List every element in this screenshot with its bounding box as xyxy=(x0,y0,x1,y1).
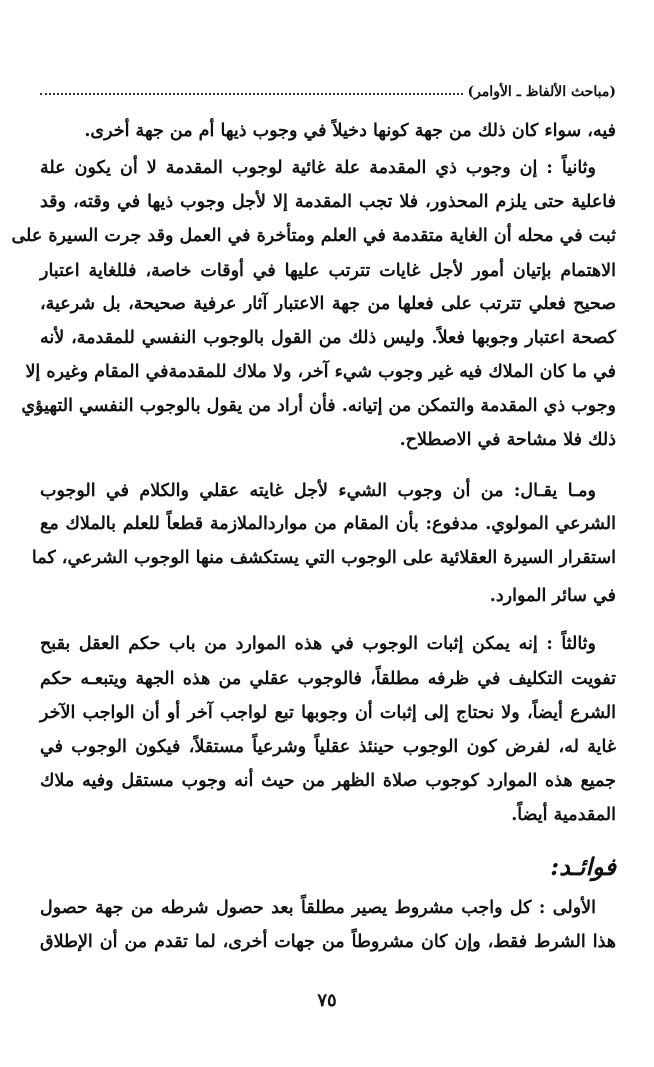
header-dotted-rule xyxy=(40,93,463,95)
section-heading: فوائـد: xyxy=(550,852,616,881)
text-line: الأولى : كل واجب مشروط يصير مطلقاً بعد حصول شرطه من جهة حصول xyxy=(40,898,596,918)
page-number: ٧٥ xyxy=(317,990,337,1011)
text-line: وثالثاً : إنه يمكن إثبات الوجوب في هذه الموارد من باب حكم العقل بقبح xyxy=(40,634,596,654)
text-line: في ما كان الملاك فيه غير وجوب شيء آخر، ولا ملاك للمقدمةفي المقام وغيره إلا xyxy=(25,362,616,382)
text-line: المقدمية أيضاً. xyxy=(511,805,616,825)
text-line: الاهتمام بإتيان أمور لأجل غايات تترتب عليها في أوقات خاصة، فللغاية اعتبار xyxy=(40,261,616,281)
text-line: الشرع أيضاً، ولا نحتاج إلى إثبات أن وجوبها تبع لواجب آخر أو أن الواجب الآخر xyxy=(40,703,616,723)
text-line: وثانياً : إن وجوب ذي المقدمة علة غائية لوجوب المقدمة لا أن يكون علة xyxy=(40,158,596,178)
text-line: ومـا يقـال: من أن وجوب الشيء لأجل غايته عقلي والكلام في الوجوب xyxy=(40,481,596,501)
text-line: فيه، سواء كان ذلك من جهة كونها دخيلاً في وجوب ذيها أم من جهة أخرى. xyxy=(84,121,616,141)
text-line: ثبت في محله أن الغاية متقدمة في العلم ومتأخرة في العمل وقد جرت السيرة على xyxy=(11,226,616,246)
text-line: هذا الشرط فقط، وإن كان مشروطاً من جهات أخرى، لما تقدم من أن الإطلاق xyxy=(40,932,616,952)
text-line: غاية له، لفرض كون الوجوب حينئذ عقلياً وشرعياً مستقلاً، فيكون الوجوب في xyxy=(40,737,616,757)
text-line: تفويت التكليف في ظرفه مطلقاً، فالوجوب عقلي من هذه الجهة ويتبعـه حكم xyxy=(40,669,616,689)
text-line: استقرار السيرة العقلائية على الوجوب التي يستكشف منها الوجوب الشرعي، كما xyxy=(31,548,616,568)
running-title: (مباحث الألفاظ ـ الأوامر) xyxy=(467,84,616,100)
running-header xyxy=(40,84,616,100)
text-line: جميع هذه الموارد كوجوب صلاة الظهر من حيث أنه وجوب مستقل وفيه ملاك xyxy=(40,771,616,791)
text-line: صحيح فعلي تترتب على فعلها من جهة الاعتبار آثار عرفية صحيحة، بل شرعية، xyxy=(40,294,616,314)
text-line: ذلك فلا مشاحة في الاصطلاح. xyxy=(399,430,616,450)
text-line: فاعلية حتى يلزم المحذور، فلا تجب المقدمة إلا لأجل وجوب ذيها في وقته، وقد xyxy=(40,192,616,212)
text-line: الشرعي المولوي. مدفوع: بأن المقام من مواردالملازمة قطعاً للعلم بالملاك مع xyxy=(40,514,616,534)
text-line: في سائر الموارد. xyxy=(489,586,616,606)
text-line: وجوب ذي المقدمة والتمكن من إتيانه. فأن أراد من يقول بالوجوب النفسي التهيؤي xyxy=(21,396,616,416)
text-line: كصحة اعتبار وجوبها فعلاً. وليس ذلك من القول بالوجوب النفسي للمقدمة، لأنه xyxy=(40,328,616,348)
